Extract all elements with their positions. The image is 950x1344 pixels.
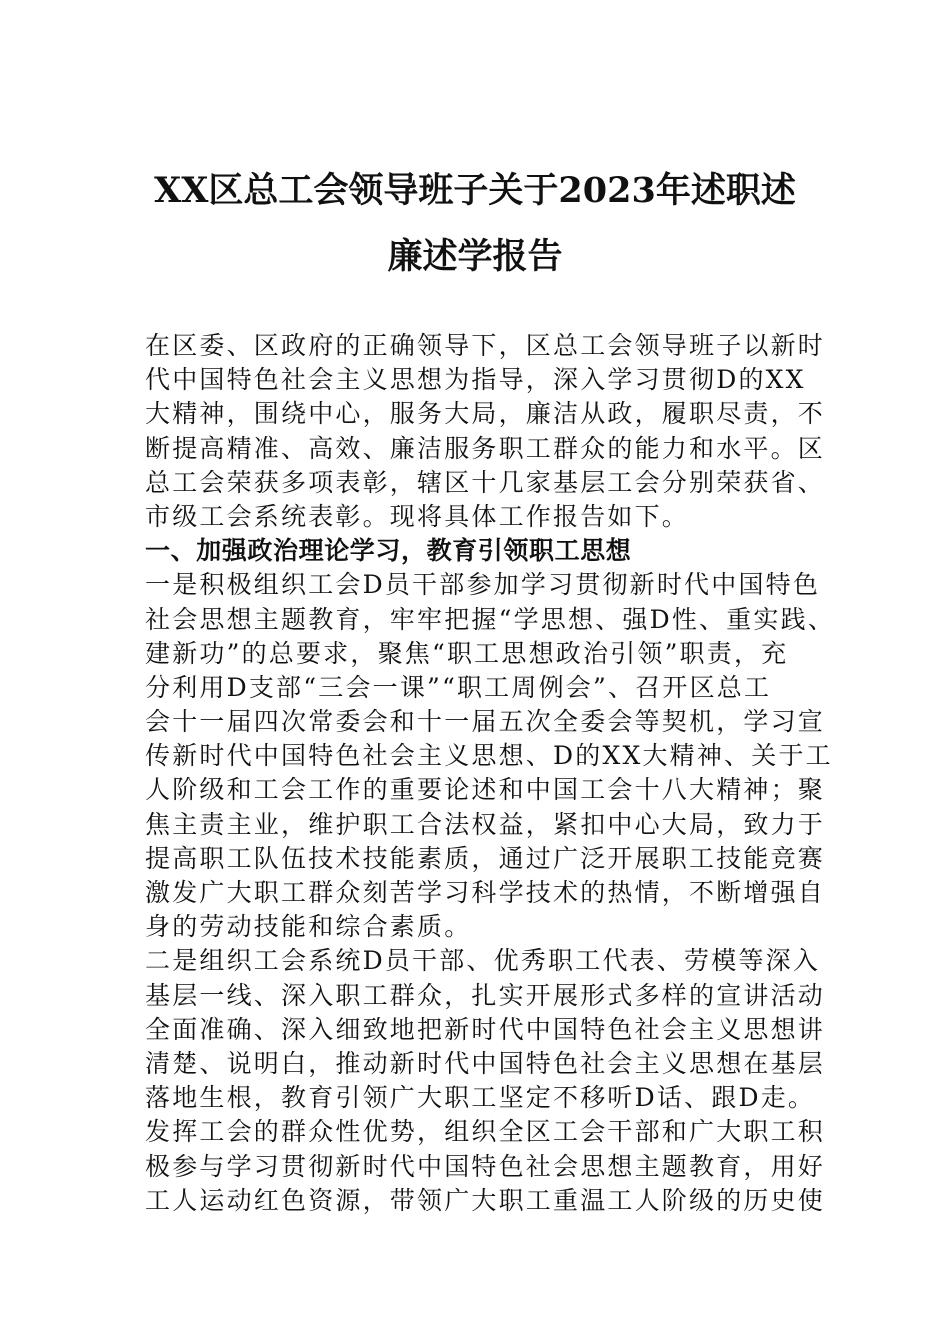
body-line: 总工会荣获多项表彰，辖区十几家基层工会分别荣获省、	[145, 467, 826, 497]
body-line: 社会思想主题教育，牢牢把握“学思想、强D性、重实践、	[145, 604, 836, 634]
body-line: 基层一线、深入职工群众，扎实开展形式多样的宣讲活动	[145, 980, 826, 1010]
body-line: 发挥工会的群众性优势，组织全区工会干部和广大职工积	[145, 1117, 826, 1147]
body-line: 一是积极组织工会D员干部参加学习贯彻新时代中国特色	[145, 570, 821, 600]
body-line: 落地生根，教育引领广大职工坚定不移听D话、跟D走。	[145, 1083, 816, 1113]
title-line-1: XX区总工会领导班子关于2023年述职述	[154, 170, 796, 211]
body-line: 建新功”的总要求，聚焦“职工思想政治引领”职责，充	[145, 638, 789, 668]
body-line: 市级工会系统表彰。现将具体工作报告如下。	[145, 501, 690, 531]
body-line: 极参与学习贯彻新时代中国特色社会思想主题教育，用好	[145, 1151, 826, 1181]
body-line: 断提高精准、高效、廉洁服务职工群众的能力和水平。区	[145, 433, 826, 463]
section-heading: 一、加强政治理论学习，教育引领职工思想	[145, 536, 632, 566]
body-line: 全面准确、深入细致地把新时代中国特色社会主义思想讲	[145, 1014, 826, 1044]
body-line: 分利用D支部“三会一课”“职工周例会”、召开区总工	[145, 672, 772, 702]
body-line: 焦主责主业，维护职工合法权益，紧扣中心大局，致力于	[145, 809, 826, 839]
document-title	[140, 158, 810, 290]
body-line: 清楚、说明白，推动新时代中国特色社会主义思想在基层	[145, 1048, 826, 1078]
body-line: 在区委、区政府的正确领导下，区总工会领导班子以新时	[145, 331, 826, 360]
body-line: 激发广大职工群众刻苦学习科学技术的热情，不断增强自	[145, 878, 826, 907]
body-line: 会十一届四次常委会和十一届五次全委会等契机，学习宣	[145, 707, 826, 737]
body-line: 人阶级和工会工作的重要论述和中国工会十八大精神；聚	[145, 775, 826, 805]
body-line: 传新时代中国特色社会主义思想、D的XX大精神、关于工	[145, 741, 833, 771]
body-line: 二是组织工会系统D员干部、优秀职工代表、劳模等深入	[145, 946, 821, 976]
body-line: 大精神，围绕中心，服务大局，廉洁从政，履职尽责，不	[145, 399, 826, 429]
title-line-2: 廉述学报告	[387, 236, 563, 277]
body-line: 代中国特色社会主义思想为指导，深入学习贯彻D的XX	[145, 365, 806, 395]
body-line: 工人运动红色资源，带领广大职工重温工人阶级的历史使	[145, 1185, 826, 1215]
body-line: 提高职工队伍技术技能素质，通过广泛开展职工技能竞赛	[145, 843, 826, 873]
document-body	[145, 329, 836, 1218]
body-line: 身的劳动技能和综合素质。	[145, 912, 472, 942]
